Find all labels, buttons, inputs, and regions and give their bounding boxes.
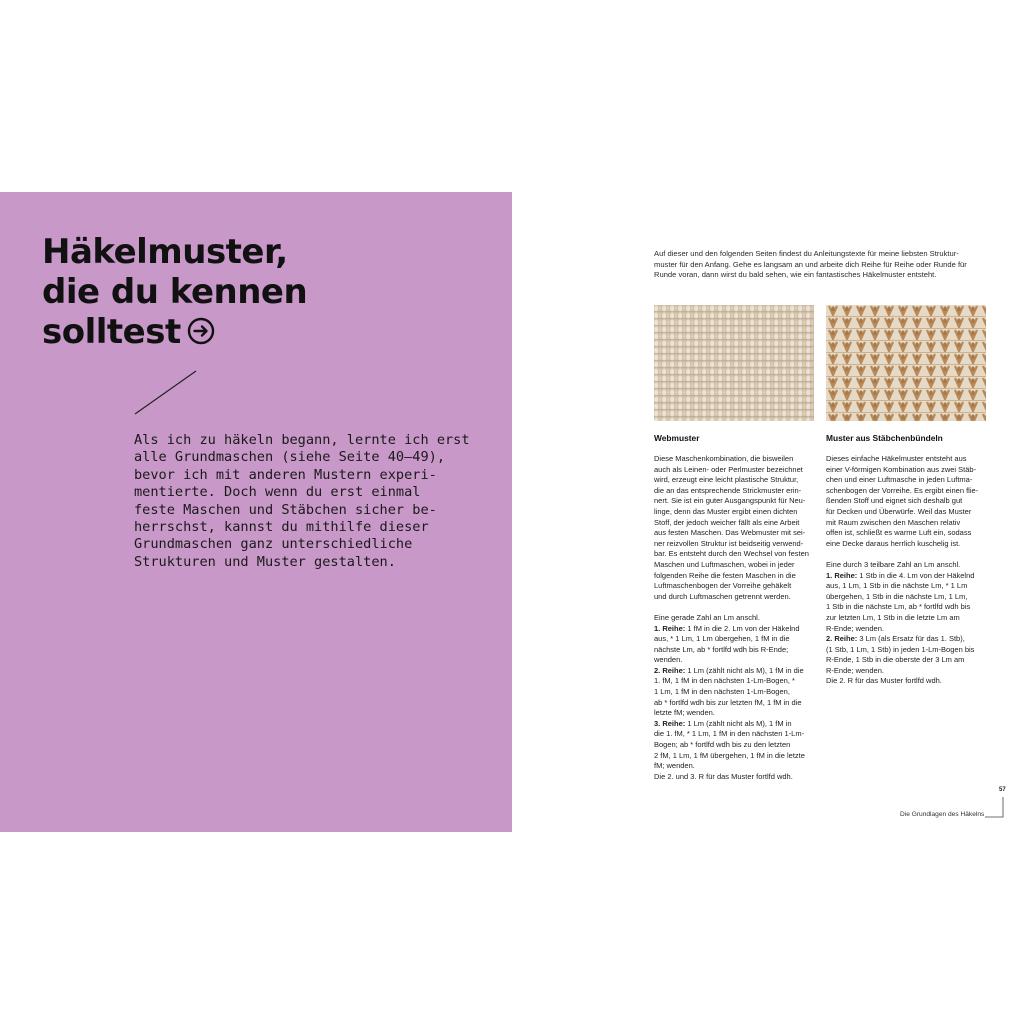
row-text: 1 Stb in die 4. Lm von der Häkelnd bbox=[857, 570, 975, 580]
text-line: R-Ende, 1 Stb in die oberste der 3 Lm am bbox=[826, 655, 965, 665]
intro-line: mentierte. Doch wenn du erst einmal bbox=[134, 484, 421, 501]
intro-line: alle Grundmaschen (siehe Seite 40–49), bbox=[134, 449, 445, 466]
text-line: (1 Stb, 1 Lm, 1 Stb) in jeden 1-Lm-Bogen bis bbox=[826, 644, 975, 654]
row-label: 1. Reihe: bbox=[826, 570, 858, 580]
arrow-right-circle-icon bbox=[187, 317, 215, 345]
row-text: 1 Lm (zählt nicht als M), 1 fM in die bbox=[685, 665, 804, 675]
text-line: Stoff, der jedoch weicher fällt als eine Arbeit bbox=[654, 517, 800, 527]
text-line: nächste Lm, ab * fortlfd wdh bis R-Ende; bbox=[654, 644, 789, 654]
staebchen-instructions bbox=[826, 560, 998, 687]
text-line: chen und einer Luftmasche in jeden Luftma- bbox=[826, 475, 973, 485]
text-line: nert. Sie ist ein guter Ausgangspunkt für Neu- bbox=[654, 496, 806, 506]
intro-line: bevor ich mit anderen Mustern experi- bbox=[134, 466, 437, 483]
intro-text bbox=[134, 432, 470, 571]
text-line: letzte fM; wenden. bbox=[654, 708, 715, 718]
text-line: wird, erzeugt eine leicht plastische Struktur, bbox=[654, 475, 799, 485]
lead-line: Runde voran, dann wirst du bald sehen, wie ein fantastisches Häkelmuster entsteht. bbox=[654, 270, 937, 280]
intro-line: Als ich zu häkeln begann, lernte ich erst bbox=[134, 432, 470, 448]
row-line bbox=[654, 666, 826, 677]
page-number: 57 bbox=[999, 787, 1006, 793]
row-text: 3 Lm (als Ersatz für das 1. Stb), bbox=[857, 634, 965, 644]
footer-section-label: Die Grundlagen des Häkelns bbox=[900, 811, 985, 818]
lead-line: Auf dieser und den folgenden Seiten findest du Anleitungstexte für meine liebsten Struktur- bbox=[654, 249, 959, 258]
webmuster-swatch-photo bbox=[654, 305, 814, 421]
text-line: zur letzten Lm, 1 Stb in die letzte Lm am bbox=[826, 612, 960, 622]
text-line: Dieses einfache Häkelmuster entsteht aus bbox=[826, 454, 967, 463]
text-line: die 1. fM, * 1 Lm, 1 fM in den nächsten 1-Lm- bbox=[654, 729, 805, 739]
text-line: folgenden Reihe die festen Maschen in die bbox=[654, 570, 796, 580]
text-line: Diese Maschenkombination, die bisweilen bbox=[654, 454, 794, 463]
text-line: fM; wenden. bbox=[654, 761, 695, 771]
text-line: für Decken und Überwürfe. Weil das Muster bbox=[826, 506, 972, 516]
row-text: 1 fM in die 2. Lm von der Häkelnd bbox=[685, 623, 800, 633]
page-heading bbox=[42, 232, 482, 352]
decorative-diagonal-line bbox=[134, 370, 198, 416]
text-line: ab * fortlfd wdh bis zur letzten fM, 1 fM in die bbox=[654, 697, 802, 707]
intro-line: Strukturen und Muster gestalten. bbox=[134, 553, 396, 570]
row-label: 2. Reihe: bbox=[826, 634, 858, 644]
row-line bbox=[826, 634, 998, 645]
lead-paragraph bbox=[654, 249, 994, 281]
heading-line-3-text: solltest bbox=[42, 312, 181, 352]
text-line: R-Ende; wenden. bbox=[826, 623, 884, 633]
footer-corner-rule bbox=[985, 797, 1005, 819]
row-text: 1 Lm (zählt nicht als M), 1 fM in bbox=[685, 718, 792, 728]
text-line: aus, 1 Lm, 1 Stb in die nächste Lm, * 1 Lm bbox=[826, 581, 968, 591]
intro-line: herrschst, kannst du mithilfe dieser bbox=[134, 519, 429, 536]
text-line: auch als Leinen- oder Perlmuster bezeichnet bbox=[654, 464, 803, 474]
staebchen-description bbox=[826, 454, 998, 549]
row-label: 3. Reihe: bbox=[654, 718, 686, 728]
webmuster-column bbox=[654, 432, 826, 782]
text-line: schenbogen der Vorreihe. Es ergibt einen flie- bbox=[826, 485, 979, 495]
text-line: 1 Stb in die nächste Lm, ab * fortlfd wdh bis bbox=[826, 602, 971, 612]
webmuster-description bbox=[654, 454, 826, 602]
text-line: übergehen, 1 Stb in die nächste Lm, 1 Lm, bbox=[826, 591, 968, 601]
text-line: eine Decke daraus herrlich kuschelig ist. bbox=[826, 538, 961, 548]
text-line: ßenden Stoff und eignet sich deshalb gut bbox=[826, 496, 963, 506]
webmuster-title: Webmuster bbox=[654, 433, 700, 443]
text-line: Eine gerade Zahl an Lm anschl. bbox=[654, 612, 760, 622]
text-line: mit Raum zwischen den Maschen relativ bbox=[826, 517, 961, 527]
text-line: Luftmaschenbogen der Vorreihe gehäkelt bbox=[654, 581, 792, 591]
text-line: Die 2. R für das Muster fortlfd wdh. bbox=[826, 676, 942, 686]
text-line: Bogen; ab * fortlfd wdh bis zu den letzten bbox=[654, 740, 791, 750]
row-label: 1. Reihe: bbox=[654, 623, 686, 633]
text-line: Maschen und Luftmaschen, wobei in jeder bbox=[654, 559, 795, 569]
text-line: ner reizvollen Struktur ist beidseitig verwend- bbox=[654, 538, 804, 548]
heading-line-1: Häkelmuster, bbox=[42, 232, 288, 272]
row-line bbox=[654, 624, 826, 635]
row-line bbox=[654, 719, 826, 730]
lead-line: muster für den Anfang. Gehe es langsam an und arbeite dich Reihe für Reihe oder Runde für bbox=[654, 259, 967, 269]
staebchen-column bbox=[826, 432, 998, 687]
text-line: Die 2. und 3. R für das Muster fortlfd wdh. bbox=[654, 771, 793, 781]
text-line: aus festen Maschen. Das Webmuster mit sei- bbox=[654, 528, 806, 538]
text-line: 1. fM, 1 fM in den nächsten 1-Lm-Bogen, * bbox=[654, 676, 795, 686]
row-line bbox=[826, 571, 998, 582]
webmuster-instructions bbox=[654, 613, 826, 783]
text-line: 2 fM, 1 Lm, 1 fM übergehen, 1 fM in die letzte bbox=[654, 750, 805, 760]
heading-line-2: die du kennen bbox=[42, 272, 308, 312]
text-line: 1 Lm, 1 fM in den nächsten 1-Lm-Bogen, bbox=[654, 687, 790, 697]
text-line: wenden. bbox=[654, 655, 683, 665]
intro-line: feste Maschen und Stäbchen sicher be- bbox=[134, 501, 437, 518]
staebchen-swatch-photo bbox=[826, 305, 986, 421]
intro-line: Grundmaschen ganz unterschiedliche bbox=[134, 536, 413, 553]
text-line: aus, * 1 Lm, 1 Lm übergehen, 1 fM in die bbox=[654, 634, 790, 644]
text-line: linge, denn das Muster ergibt einen dichten bbox=[654, 506, 798, 516]
text-line: einer V-förmigen Kombination aus zwei Stäb- bbox=[826, 464, 977, 474]
text-line: die an das entsprechende Strickmuster erin- bbox=[654, 485, 802, 495]
heading-line-3 bbox=[42, 312, 482, 352]
text-line: Eine durch 3 teilbare Zahl an Lm anschl. bbox=[826, 559, 961, 569]
text-line: und durch Luftmaschen getrennt werden. bbox=[654, 591, 791, 601]
row-label: 2. Reihe: bbox=[654, 665, 686, 675]
text-line: offen ist, schließt es warme Luft ein, sodass bbox=[826, 528, 972, 538]
staebchen-title: Muster aus Stäbchenbündeln bbox=[826, 433, 943, 443]
text-line: bar. Es entsteht durch den Wechsel von festen bbox=[654, 549, 809, 559]
text-line: R-Ende; wenden. bbox=[826, 665, 884, 675]
